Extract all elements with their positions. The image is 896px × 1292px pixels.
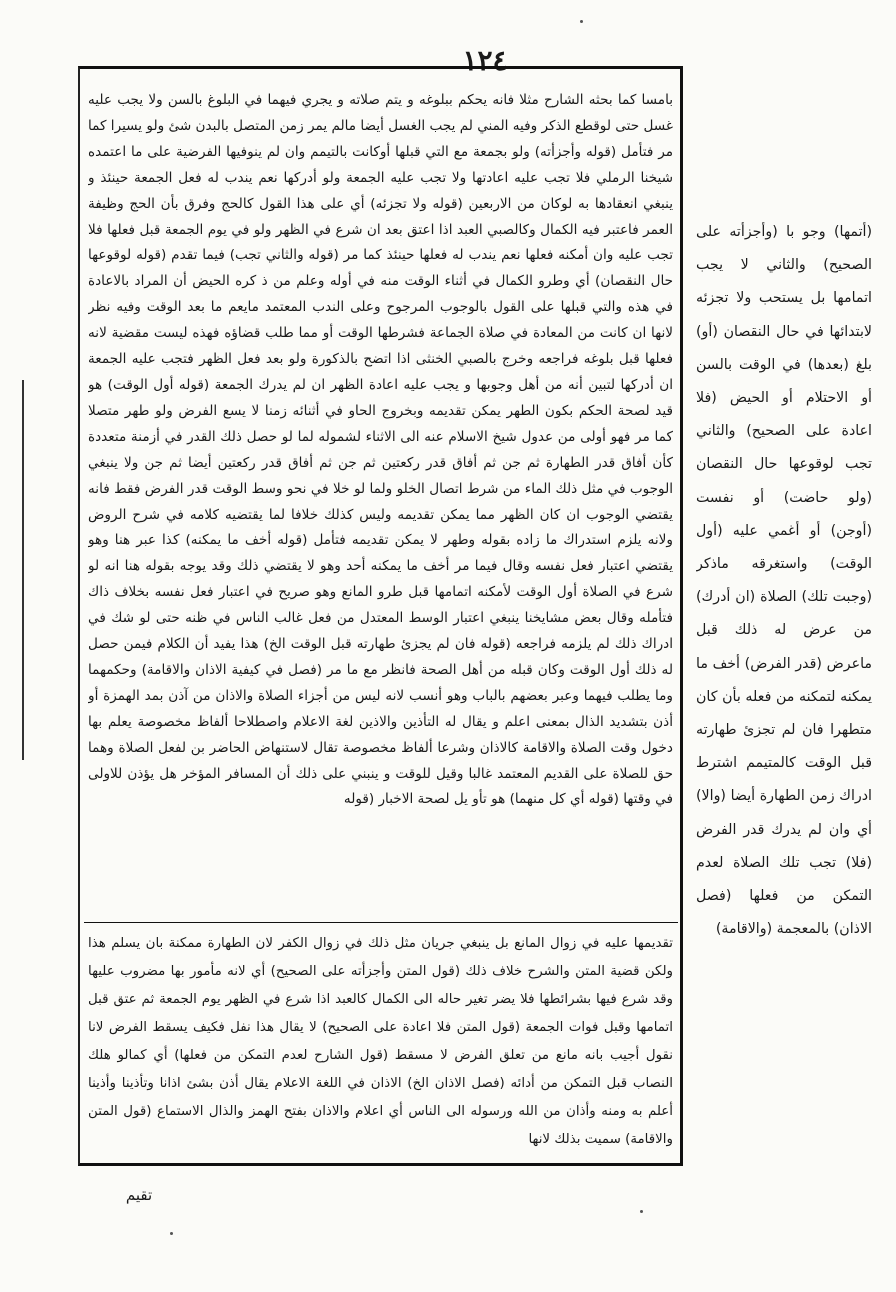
binding-shadow-line xyxy=(22,380,24,760)
main-text-block xyxy=(88,88,673,918)
margin-text-body: (أتمها) وجو با (وأجزأته على الصحيح) والثاني لا يجب اتمامها بل يستحب ولا تجزئه لابتدائها في حال النقصان (أو) بلغ (بعدها) في الوقت بالسن أو الاحتلام أو الحيض (فلا اعادة على الصحيح) والثاني تجب لوقوعها حال النقصان (ولو حاضت) أو نفست (أوجن) أو أغمي عليه (أول الوقت) واستغرقه ماذكر (وجبت تلك) الصلاة (ان أدرك) من عرض له ذلك قبل ماعرض (قدر الفرض) أخف ما يمكنه لتمكنه من فعله بأن كان متطهرا فان لم تجزئ طهارته قبل الوقت كالمتيمم اشترط ادراك زمن الطهارة أيضا (والا) أي وان لم يدرك قدر الفرض (فلا) تجب تلك الصلاة لعدم التمكن من فعلها (فصل الاذان) بالمعجمة (والاقامة) xyxy=(696,224,872,938)
main-text-body: بامسا كما بحثه الشارح مثلا فانه يحكم ببلوغه و يتم صلاته و يجري فيهما في البلوغ بالسن ولا يجب عليه غسل حتى لوقطع الذكر وفيه المني لم يجب الغسل أيضا مالم يمر زمن المتصل بالبدن شئ ولو يسيرا كما مر فتأمل (قوله وأجزأته) ولو بجمعة مع التي قبلها أوكانت بالتيمم وان لم ينوفيها الفرضية على ما اعتمده شيخنا الرملي فلا تجب عليه اعادتها ولا تجب عليه الجمعة ولو أدركها نعم يندب له فعل الجمعة حينئذ و ينبغي انعقادها به لوكان من الاربعين (قوله ولا تجزئه) أي على هذا القول كالحج وفرق بأن الحج وظيفة العمر فاعتبر فيه الكمال وكالصبي العبد اذا اعتق بعد ان شرع في الظهر ولو في يوم الجمعة قبل فعلها فلا تجب عليه وان أمكنه فعلها نعم يندب له فعلها حينئذ كما مر (قوله والثاني تجب) فيما تقدم (قوله لوقوعها حال النقصان) أي وطرو الكمال في أثناء الوقت منه في أوله وعلم من ذ كره الحيض أن المراد بالاعادة في هذه والتي قبلها على القول بالوجوب المرجوح وعلى الندب المعتمد مايعم ما بعد الوقت وفيه نظر لانها ان كانت من المعادة في صلاة الجماعة فشرطها الوقت أو مما طلب قضاؤه فهذه ليست مقضية لانه فعلها قبل بلوغه فراجعه وخرج بالصبي الخنثى اذا اتضح بالذكورة ولو بعد فعل الظهر فتجب عليه الجمعة ان أدركها لتبين أنه من أهل وجوبها و يجب عليه اعادة الظهر ان لم يدرك الجمعة (قوله أول الوقت) هو قيد لصحة الحكم بكون الطهر يمكن تقديمه وبخروج الحاو في أثنائه زمنا لا يسع الفرض ولو طهر متصلا كما مر فهو أولى من عدول شيخ الاسلام عنه الى الاثناء لشموله لما لو حصل ذلك القدر في أزمنة متعددة كأن أفاق قدر الطهارة ثم جن ثم أفاق قدر ركعتين ثم جن ثم أفاق قدر ركعتين أيضا ثم جن ولا ينبغي الوجوب في مثل ذلك الماء من شرط اتصال الخلو ولما لو خلا في نحو وسط الوقت قدر الفرض فقط فانه يقتضي الوجوب ان كان الظهر مما يمكن تقديمه وليس كذلك خلافا لما يقتضيه كلامه في شرح الروض ولانه يلزم استدراك ما زاده بقوله وطهر لا يمكن تقديمه فتأمل (قوله أخف ما يمكنه) كذا عبر هنا وهو يقتضي اعتبار فعل نفسه وقال فيما مر أخف ما يمكنه أحد وهو لا يقتضي ذلك وقد يوجه بقوله هنا انه لو شرع في الصلاة أول الوقت لأمكنه اتمامها قبل طرو المانع وهو صريح في اعتبار فعل نفسه بخلاف ذاك فتأمله وقال بعض مشايخنا ينبغي اعتبار الوسط المعتدل من فعل غالب الناس في ظنه حتى لو شك في ادراك ذلك لم يلزمه فراجعه (قوله فان لم يجزئ طهارته قبل الوقت الخ) هذا يفيد أن الكلام فيمن حصل له ذلك أول الوقت وكان قبله من أهل الصحة فانظر مع ما مر (فصل في كيفية الاذان والاقامة) وحكمهما وما يطلب فيهما وعبر بعضهم بالباب وهو أنسب لانه ليس من أجزاء الصلاة والاذان من آذن بمد الهمزة أو أذن بتشديد الذال بمعنى اعلم و يقال له التأذين والاذين لغة الاعلام واصطلاحا ألفاظ مخصوصة يعلم بها دخول وقت الصلاة والاقامة كالاذان وشرعا ألفاظ مخصوصة تقال لاستنهاض الحاضر بن لفعل الصلاة وهما حق للصلاة على القديم المعتمد غالبا وقيل للوقت و ينبني على ذلك أن المسافر المؤخر هل يؤذن للاولى في وقتها (قوله أي كل منهما) هو تأو يل لصحة الاخبار (قوله xyxy=(88,92,673,808)
footnote-body: تقديمها عليه في زوال المانع بل ينبغي جريان مثل ذلك في زوال الكفر لان الطهارة ممكنة بان يسلم هذا ولكن قضية المتن والشرح خلاف ذلك (قول المتن وأجزأته على الصحيح) أي لانه مأمور بها مضروب عليها وقد شرع فيها بشرائطها فلا يضر تغير حاله الى الكمال كالعبد اذا شرع في الظهر يوم الجمعة ثم عتق قبل اتمامها وقبل فوات الجمعة (قول المتن فلا اعادة على الصحيح) لا يقال هذا نفل فكيف يسقط الفرض لانا نقول أجيب بانه مانع من تعلق الفرض لا مسقط (قول الشارح لعدم التمكن من فعلها) أي كمالو هلك النصاب قبل التمكن من أدائه (فصل الاذان الخ) الاذان في اللغة الاعلام يقال أذن بشئ اذانا وتأذينا وأذينا أعلم به ومنه وأذان من الله ورسوله الى الناس أي اعلام والاذان بفتح الهمز والذال الاستماع (قول المتن والاقامة) سميت بذلك لانها xyxy=(88,936,673,1147)
footnote-divider xyxy=(84,922,678,923)
footnote-block xyxy=(88,930,673,1162)
paper-speck xyxy=(640,1210,643,1213)
paper-speck xyxy=(170,1232,173,1235)
margin-commentary xyxy=(696,216,872,1056)
page-number: ١٢٤ xyxy=(462,44,508,77)
catchword: تقيم xyxy=(125,1186,153,1204)
paper-speck xyxy=(580,20,583,23)
